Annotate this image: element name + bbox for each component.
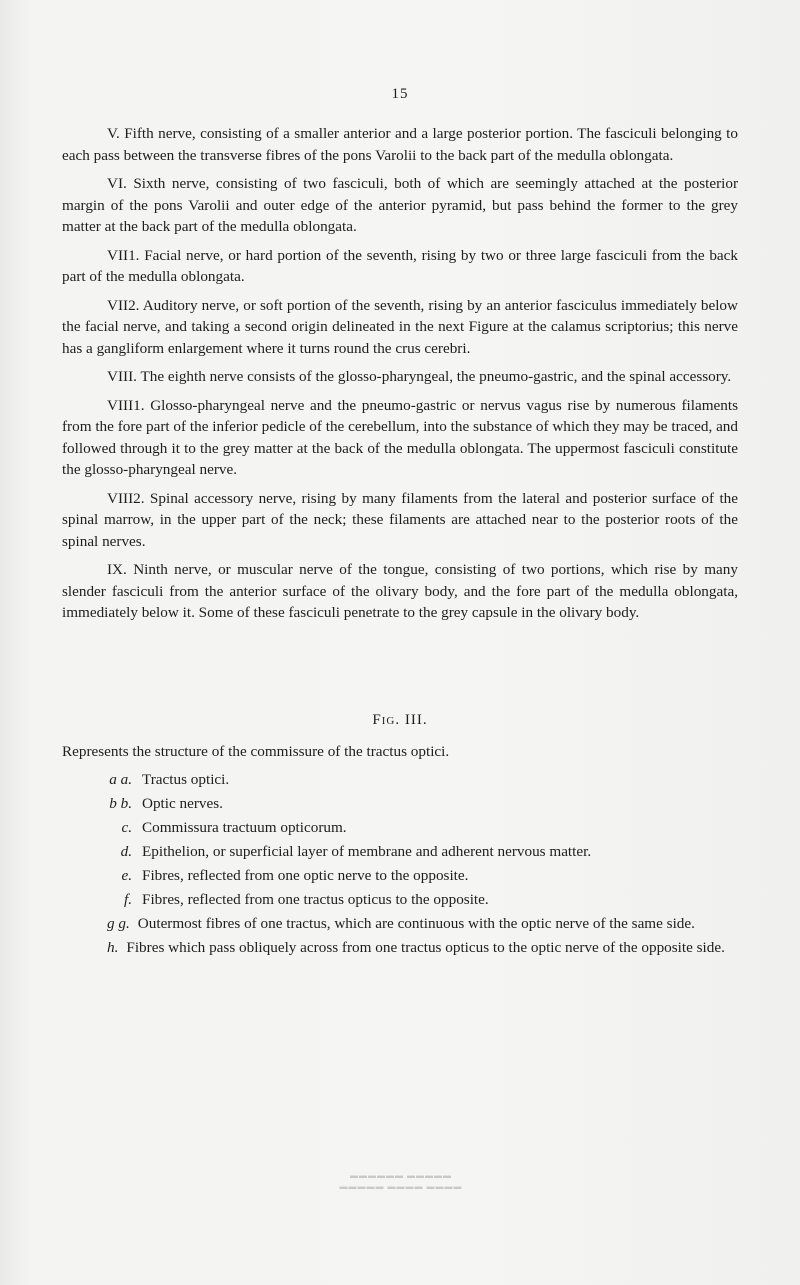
legend-item bbox=[62, 937, 738, 959]
legend-item bbox=[62, 889, 738, 911]
figure-legend bbox=[62, 769, 738, 959]
legend-key: b b. bbox=[109, 794, 132, 812]
paragraph-auditory-nerve: VII2. Auditory nerve, or soft portion of the seventh, rising by an anterior fasciculus immediately below the facial nerve, and taking a second origin delineated in the next Figure at the calamus scriptorius; this nerve has a gangliform enlargement where it turns round the crus cerebri. bbox=[62, 296, 738, 357]
figure-heading: Fig. III. bbox=[372, 711, 428, 728]
figure-intro: Represents the structure of the commissure of the tractus optici. bbox=[62, 743, 450, 760]
paragraph-glosso-pharyngeal-nerve: VIII1. Glosso-pharyngeal nerve and the pneumo-gastric or nervus vagus rise by numerous filaments from the fore part of the inferior pedicle of the cerebellum, into the substance of which they may be traced, and followed through it to the grey matter at the back of the medulla oblongata. The uppermost fasciculi constitute the glosso-pharyngeal nerve. bbox=[62, 396, 738, 478]
legend-text: Fibres, reflected from one optic nerve to the opposite. bbox=[142, 866, 469, 884]
paragraph-spinal-accessory-nerve: VIII2. Spinal accessory nerve, rising by many filaments from the lateral and posterior surface of the spinal marrow, in the upper part of the neck; these filaments are attached near to the posterior roots of the spinal nerves. bbox=[62, 489, 738, 550]
legend-text: Fibres, reflected from one tractus opticus to the opposite. bbox=[142, 890, 489, 908]
legend-key: g g. bbox=[107, 914, 130, 932]
legend-item bbox=[62, 865, 738, 887]
legend-key: e. bbox=[121, 866, 132, 884]
legend-text: Fibres which pass obliquely across from one tractus opticus to the optic nerve of the opposite side. bbox=[126, 938, 725, 956]
paragraph-facial-nerve: VII1. Facial nerve, or hard portion of the seventh, rising by two or three large fasciculi from the back part of the medulla oblongata. bbox=[62, 246, 738, 285]
legend-text: Commissura tractuum opticorum. bbox=[142, 818, 347, 836]
legend-text: Outermost fibres of one tractus, which are continuous with the optic nerve of the same side. bbox=[137, 914, 695, 932]
legend-key: a a. bbox=[109, 770, 132, 788]
legend-item bbox=[62, 841, 738, 863]
legend-text: Tractus optici. bbox=[142, 770, 230, 788]
printer-imprint-mark: ▬▬▬▬▬ ▬▬▬▬▬▬ ▬▬▬▬ ▬▬▬▬ ▬▬▬▬▬ bbox=[338, 1171, 462, 1191]
paragraph-sixth-nerve: VI. Sixth nerve, consisting of two fasciculi, both of which are seemingly attached at the posterior margin of the pons Varolii and outer edge of the anterior pyramid, but pass behind the former to the grey matter at the back part of the medulla oblongata. bbox=[62, 175, 738, 235]
legend-key: f. bbox=[123, 890, 132, 908]
legend-key: h. bbox=[107, 938, 119, 956]
legend-text: Epithelion, or superficial layer of membrane and adherent nervous matter. bbox=[142, 842, 592, 860]
legend-item bbox=[62, 913, 738, 935]
legend-key: d. bbox=[120, 842, 132, 860]
legend-item bbox=[62, 769, 738, 791]
page-content bbox=[62, 123, 738, 961]
paragraph-fifth-nerve: V. Fifth nerve, consisting of a smaller anterior and a large posterior portion. The fasciculi belonging to each pass between the transverse fibres of the pons Varolii to the back part of the medulla oblongata. bbox=[62, 125, 738, 164]
legend-key: c. bbox=[121, 818, 132, 836]
page-number: 15 bbox=[391, 86, 409, 102]
legend-text: Optic nerves. bbox=[142, 794, 223, 812]
paragraph-eighth-nerve: VIII. The eighth nerve consists of the glosso-pharyngeal, the pneumo-gastric, and the spinal accessory. bbox=[107, 368, 732, 385]
legend-item bbox=[62, 817, 738, 839]
legend-item bbox=[62, 793, 738, 815]
paragraph-ninth-nerve: IX. Ninth nerve, or muscular nerve of the tongue, consisting of two portions, which rise by many slender fasciculi from the anterior surface of the olivary body, and the fore part of the medulla oblongata, immediately below it. Some of these fasciculi penetrate to the grey capsule in the olivary body. bbox=[62, 561, 738, 621]
